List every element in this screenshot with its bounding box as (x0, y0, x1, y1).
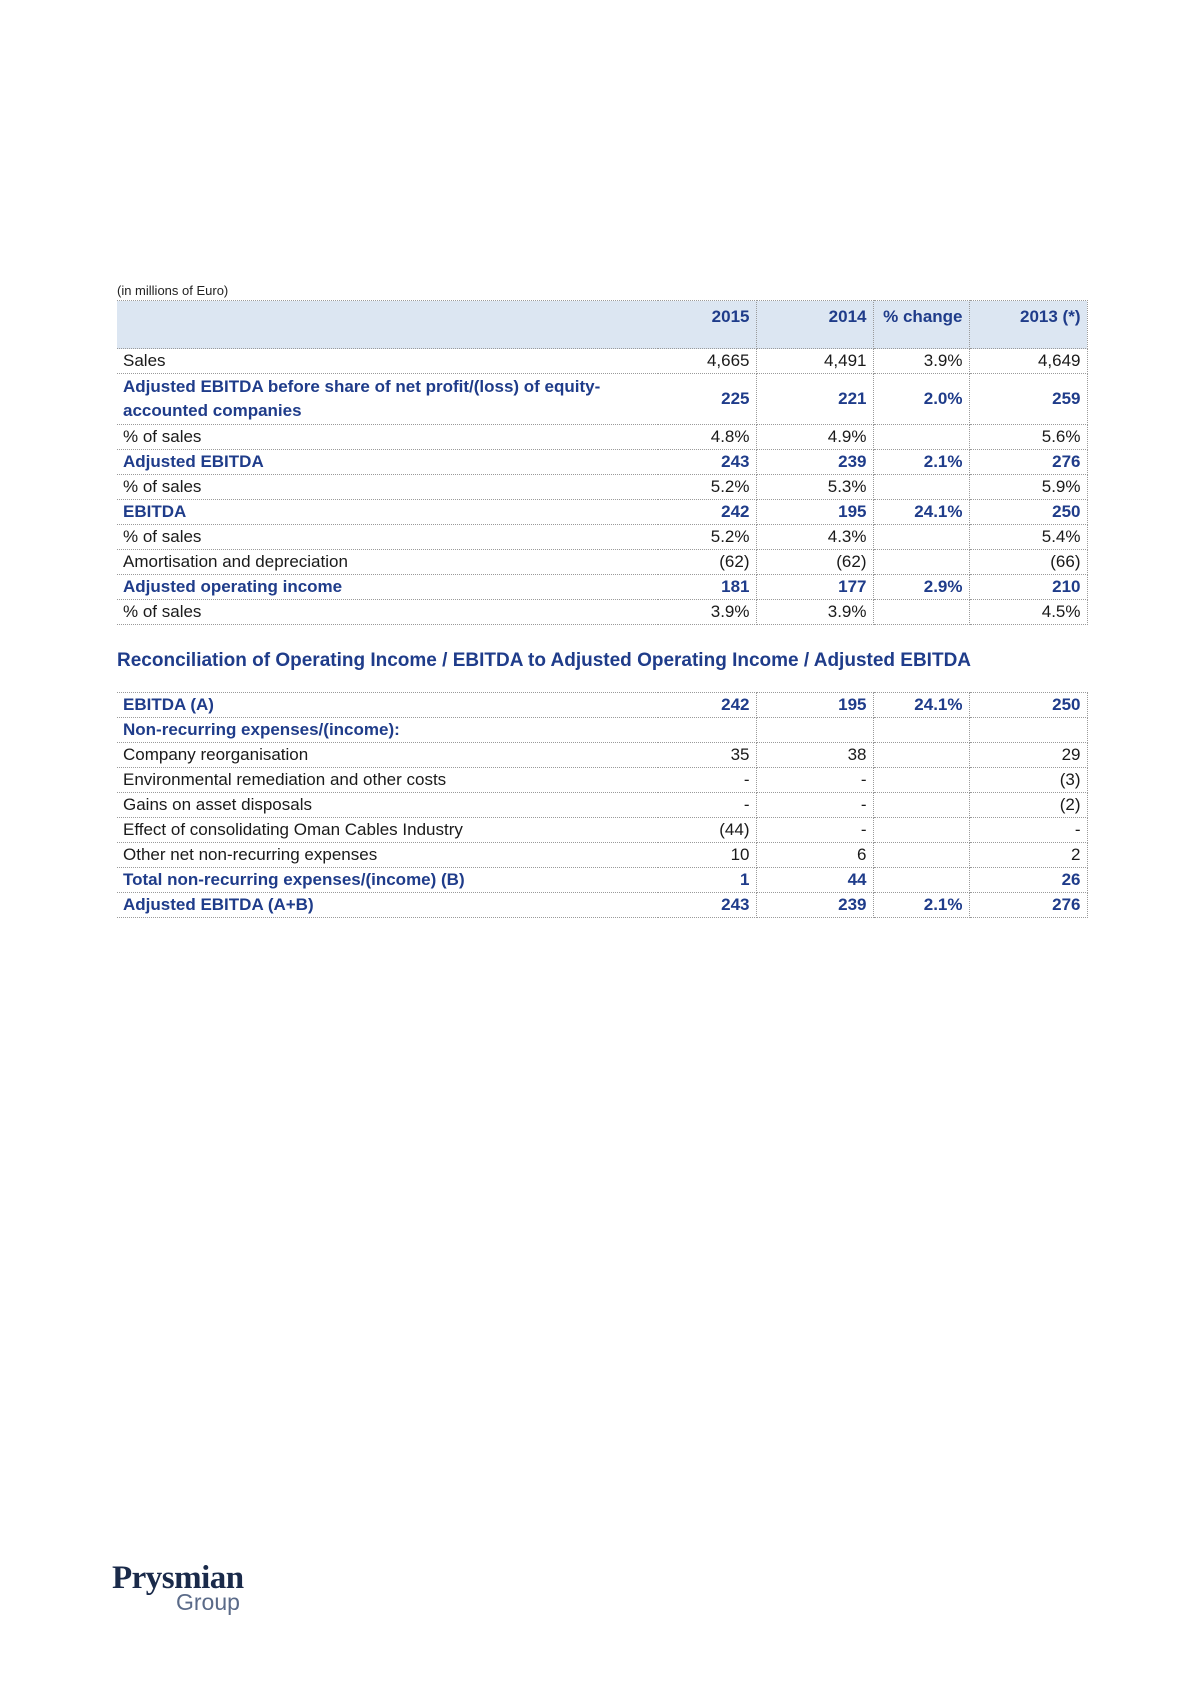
cell-value: - (756, 818, 873, 843)
units-note: (in millions of Euro) (117, 283, 229, 298)
cell-value: 210 (969, 575, 1087, 600)
prysmian-logo (112, 1562, 244, 1614)
cell-value: 177 (756, 575, 873, 600)
cell-value (873, 475, 969, 500)
cell-value: 4.8% (658, 425, 756, 450)
cell-value: (66) (969, 550, 1087, 575)
column-header: 2013 (*) (969, 301, 1087, 349)
row-label: Adjusted EBITDA before share of net profit/(loss) of equity-accounted companies (117, 374, 658, 425)
cell-value: 242 (658, 693, 756, 718)
row-label: Adjusted EBITDA (117, 450, 658, 475)
cell-value: 243 (658, 893, 756, 918)
cell-value: 5.2% (658, 475, 756, 500)
table-row (117, 425, 1087, 450)
cell-value: 38 (756, 743, 873, 768)
cell-value: 10 (658, 843, 756, 868)
row-label: % of sales (117, 475, 658, 500)
cell-value: 44 (756, 868, 873, 893)
cell-value: 195 (756, 500, 873, 525)
table-row (117, 600, 1087, 625)
cell-value: - (658, 793, 756, 818)
reconciliation-table (117, 692, 1088, 918)
cell-value: - (969, 818, 1087, 843)
cell-value: 5.2% (658, 525, 756, 550)
cell-value (756, 718, 873, 743)
table-row (117, 868, 1087, 893)
cell-value: (2) (969, 793, 1087, 818)
cell-value: - (658, 768, 756, 793)
column-header: % change (873, 301, 969, 349)
table-row (117, 818, 1087, 843)
row-label: Amortisation and depreciation (117, 550, 658, 575)
cell-value: 4,665 (658, 349, 756, 374)
cell-value: 5.3% (756, 475, 873, 500)
cell-value: 35 (658, 743, 756, 768)
row-label: Adjusted EBITDA (A+B) (117, 893, 658, 918)
cell-value: 250 (969, 693, 1087, 718)
cell-value: 243 (658, 450, 756, 475)
table-row (117, 718, 1087, 743)
cell-value (658, 718, 756, 743)
reconciliation-title: Reconciliation of Operating Income / EBITDA to Adjusted Operating Income / Adjusted EBITDA (117, 650, 972, 671)
cell-value: 2.1% (873, 893, 969, 918)
cell-value (873, 525, 969, 550)
cell-value: 5.9% (969, 475, 1087, 500)
row-label: % of sales (117, 600, 658, 625)
cell-value: 259 (969, 374, 1087, 425)
row-label: EBITDA (117, 500, 658, 525)
cell-value: - (756, 768, 873, 793)
table-row (117, 693, 1087, 718)
table-row (117, 450, 1087, 475)
cell-value: 1 (658, 868, 756, 893)
row-label: Company reorganisation (117, 743, 658, 768)
cell-value: 26 (969, 868, 1087, 893)
financial-summary-table (117, 300, 1088, 625)
cell-value: 250 (969, 500, 1087, 525)
row-label: Total non-recurring expenses/(income) (B) (117, 868, 658, 893)
row-label: Gains on asset disposals (117, 793, 658, 818)
cell-value (873, 425, 969, 450)
row-label: Other net non-recurring expenses (117, 843, 658, 868)
cell-value: 276 (969, 893, 1087, 918)
cell-value (873, 793, 969, 818)
row-label: % of sales (117, 425, 658, 450)
cell-value: 29 (969, 743, 1087, 768)
cell-value: 225 (658, 374, 756, 425)
cell-value: 2.1% (873, 450, 969, 475)
table-row (117, 843, 1087, 868)
table-row (117, 743, 1087, 768)
cell-value: 6 (756, 843, 873, 868)
cell-value: 4.9% (756, 425, 873, 450)
table-row (117, 768, 1087, 793)
cell-value (873, 768, 969, 793)
table-row (117, 374, 1087, 425)
cell-value (969, 718, 1087, 743)
cell-value: 2.0% (873, 374, 969, 425)
cell-value: 195 (756, 693, 873, 718)
cell-value: 239 (756, 450, 873, 475)
cell-value (873, 868, 969, 893)
cell-value (873, 818, 969, 843)
cell-value: 4.3% (756, 525, 873, 550)
cell-value: 239 (756, 893, 873, 918)
cell-value: 242 (658, 500, 756, 525)
cell-value: 2.9% (873, 575, 969, 600)
logo-sub-text: Group (176, 1589, 240, 1615)
cell-value: 24.1% (873, 500, 969, 525)
column-header: 2014 (756, 301, 873, 349)
cell-value: 3.9% (756, 600, 873, 625)
cell-value: 3.9% (658, 600, 756, 625)
row-label: Environmental remediation and other costs (117, 768, 658, 793)
cell-value (873, 600, 969, 625)
table-row (117, 550, 1087, 575)
row-label: EBITDA (A) (117, 693, 658, 718)
cell-value: 4.5% (969, 600, 1087, 625)
cell-value: 4,649 (969, 349, 1087, 374)
cell-value: 3.9% (873, 349, 969, 374)
table-row (117, 500, 1087, 525)
table-row (117, 525, 1087, 550)
cell-value (873, 718, 969, 743)
cell-value: 24.1% (873, 693, 969, 718)
cell-value: - (756, 793, 873, 818)
cell-value: (62) (756, 550, 873, 575)
row-label: % of sales (117, 525, 658, 550)
cell-value: 181 (658, 575, 756, 600)
cell-value (873, 843, 969, 868)
cell-value: 276 (969, 450, 1087, 475)
cell-value: (62) (658, 550, 756, 575)
cell-value: 221 (756, 374, 873, 425)
table-row (117, 893, 1087, 918)
cell-value: 5.4% (969, 525, 1087, 550)
logo-main-text: Prysmian (112, 1560, 244, 1596)
row-label: Non-recurring expenses/(income): (117, 718, 658, 743)
cell-value: (44) (658, 818, 756, 843)
row-label: Effect of consolidating Oman Cables Industry (117, 818, 658, 843)
cell-value (873, 550, 969, 575)
table-header-row (117, 301, 1087, 349)
cell-value: 2 (969, 843, 1087, 868)
column-header: 2015 (658, 301, 756, 349)
row-label: Sales (117, 349, 658, 374)
table-row (117, 349, 1087, 374)
cell-value (873, 743, 969, 768)
table-row (117, 575, 1087, 600)
cell-value: (3) (969, 768, 1087, 793)
row-label: Adjusted operating income (117, 575, 658, 600)
cell-value: 4,491 (756, 349, 873, 374)
table-row (117, 475, 1087, 500)
table-row (117, 793, 1087, 818)
cell-value: 5.6% (969, 425, 1087, 450)
